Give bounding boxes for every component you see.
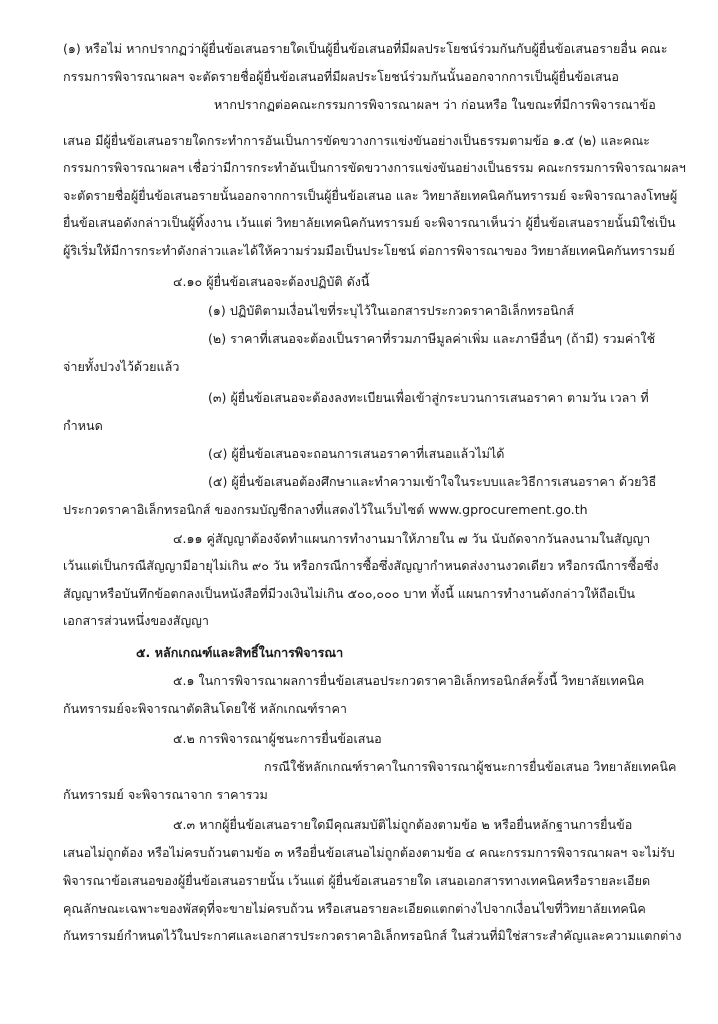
text-line: เอกสารส่วนหนึ่งของสัญญา bbox=[63, 613, 209, 628]
text-line: กรรมการพิจารณาผลฯ เชื่อว่ามีการกระทำอันเป็นการขัดขวางการแข่งขันอย่างเป็นธรรม คณะกรรมการพิจารณาผลฯ bbox=[63, 160, 686, 175]
text-line: เว้นแต่เป็นกรณีสัญญามีอายุไม่เกิน ๙๐ วัน หรือกรณีการซื้อซึ่งสัญญากำหนดส่งงานงวดเดียว หรือกรณีการซื้อซึ่ง bbox=[63, 558, 659, 573]
text-line: จะตัดรายชื่อผู้ยื่นข้อเสนอรายนั้นออกจากการเป็นผู้ยื่นข้อเสนอ และ วิทยาลัยเทคนิคกันทรารมย์ จะพิจารณาลงโทษผู้ bbox=[63, 188, 678, 203]
list-item: (๒) ราคาที่เสนอจะต้องเป็นราคาที่รวมภาษีมูลค่าเพิ่ม และภาษีอื่นๆ (ถ้ามี) รวมค่าใช้ bbox=[208, 331, 656, 346]
list-item: (๑) ปฏิบัติตามเงื่อนไขที่ระบุไว้ในเอกสารประกวดราคาอิเล็กทรอนิกส์ bbox=[208, 303, 575, 318]
text-line: สัญญาหรือบันทึกข้อตกลงเป็นหนังสือที่มีวงเงินไม่เกิน ๕๐๐,๐๐๐ บาท ทั้งนี้ แผนการทำงานดังกล่าวให้ถือเป็น bbox=[63, 586, 636, 601]
list-item: (๕) ผู้ยื่นข้อเสนอต้องศึกษาและทำความเข้าใจในระบบและวิธีการเสนอราคา ด้วยวิธี bbox=[208, 474, 657, 489]
text-line: ผู้ริเริ่มให้มีการกระทำดังกล่าวและได้ให้ความร่วมมือเป็นประโยชน์ ต่อการพิจารณาของ วิทยาลัยเทคนิคกันทรารมย์ bbox=[63, 243, 675, 258]
text-line: กรณีใช้หลักเกณฑ์ราคาในการพิจารณาผู้ชนะการยื่นข้อเสนอ วิทยาลัยเทคนิค bbox=[264, 759, 677, 774]
text-line: กันทรารมย์ จะพิจารณาจาก ราคารวม bbox=[63, 787, 268, 802]
text-line: กำหนด bbox=[63, 418, 103, 433]
text-line: กันทรารมย์กำหนดไว้ในประกาศและเอกสารประกวดราคาอิเล็กทรอนิกส์ ในส่วนที่มิใช่สาระสำคัญและความแตกต่าง bbox=[63, 928, 682, 943]
text-line: ประกวดราคาอิเล็กทรอนิกส์ ของกรมบัญชีกลางที่แสดงไว้ในเว็บไซต์ www.gprocurement.go.th bbox=[63, 502, 588, 517]
text-line: คุณลักษณะเฉพาะของพัสดุที่จะขายไม่ครบถ้วน หรือเสนอรายละเอียดแตกต่างไปจากเงื่อนไขที่วิทยาลัยเทคนิค bbox=[63, 901, 646, 916]
list-item: (๔) ผู้ยื่นข้อเสนอจะถอนการเสนอราคาที่เสนอแล้วไม่ได้ bbox=[208, 446, 505, 461]
text-line: จ่ายทั้งปวงไว้ด้วยแล้ว bbox=[63, 359, 180, 374]
section-title: ๕. หลักเกณฑ์และสิทธิ์ในการพิจารณา bbox=[136, 645, 344, 660]
text-line: กรรมการพิจารณาผลฯ จะตัดรายชื่อผู้ยื่นข้อเสนอที่มีผลประโยชน์ร่วมกันนั้นออกจากการเป็นผู้ยื่นข้อเสนอ bbox=[63, 69, 619, 84]
text-line: เสนอไม่ถูกต้อง หรือไม่ครบถ้วนตามข้อ ๓ หรือยื่นข้อเสนอไม่ถูกต้องตามข้อ ๔ คณะกรรมการพิจารณาผลฯ จะไม่รับ bbox=[63, 845, 675, 860]
text-line: หากปรากฏต่อคณะกรรมการพิจารณาผลฯ ว่า ก่อนหรือ ในขณะที่มีการพิจารณาข้อ bbox=[214, 97, 656, 112]
section-heading: ๔.๑๑ คู่สัญญาต้องจัดทำแผนการทำงานมาให้ภายใน ๗ วัน นับถัดจากวันลงนามในสัญญา bbox=[173, 531, 651, 546]
text-line: (๑) หรือไม่ หากปรากฏว่าผู้ยื่นข้อเสนอรายใดเป็นผู้ยื่นข้อเสนอที่มีผลประโยชน์ร่วมกันกับผู้ยื่นข้อเสนอรายอื่น คณะ bbox=[63, 41, 668, 56]
text-line: พิจารณาข้อเสนอของผู้ยื่นข้อเสนอรายนั้น เว้นแต่ ผู้ยื่นข้อเสนอรายใด เสนอเอกสารทางเทคนิคหรือรายละเอียด bbox=[63, 873, 651, 888]
list-item: (๓) ผู้ยื่นข้อเสนอจะต้องลงทะเบียนเพื่อเข้าสู่กระบวนการเสนอราคา ตามวัน เวลา ที่ bbox=[208, 390, 649, 405]
text-line: เสนอ มีผู้ยื่นข้อเสนอรายใดกระทำการอันเป็นการขัดขวางการแข่งขันอย่างเป็นธรรมตามข้อ ๑.๕ (๒) และคณะ bbox=[63, 133, 650, 148]
section-heading: ๕.๒ การพิจารณาผู้ชนะการยื่นข้อเสนอ bbox=[173, 731, 382, 746]
text-line: ยื่นข้อเสนอดังกล่าวเป็นผู้ทิ้งงาน เว้นแต่ วิทยาลัยเทคนิคกันทรารมย์ จะพิจารณาเห็นว่า ผู้ยื่นข้อเสนอรายนั้นมิใช่เป็น bbox=[63, 215, 676, 230]
section-heading: ๔.๑๐ ผู้ยื่นข้อเสนอจะต้องปฏิบัติ ดังนี้ bbox=[173, 274, 370, 289]
section-heading: ๕.๑ ในการพิจารณาผลการยื่นข้อเสนอประกวดราคาอิเล็กทรอนิกส์ครั้งนี้ วิทยาลัยเทคนิค bbox=[173, 673, 645, 688]
text-line: กันทรารมย์จะพิจารณาตัดสินโดยใช้ หลักเกณฑ์ราคา bbox=[63, 701, 347, 716]
section-heading: ๕.๓ หากผู้ยื่นข้อเสนอรายใดมีคุณสมบัติไม่ถูกต้องตามข้อ ๒ หรือยื่นหลักฐานการยื่นข้อ bbox=[173, 817, 633, 832]
